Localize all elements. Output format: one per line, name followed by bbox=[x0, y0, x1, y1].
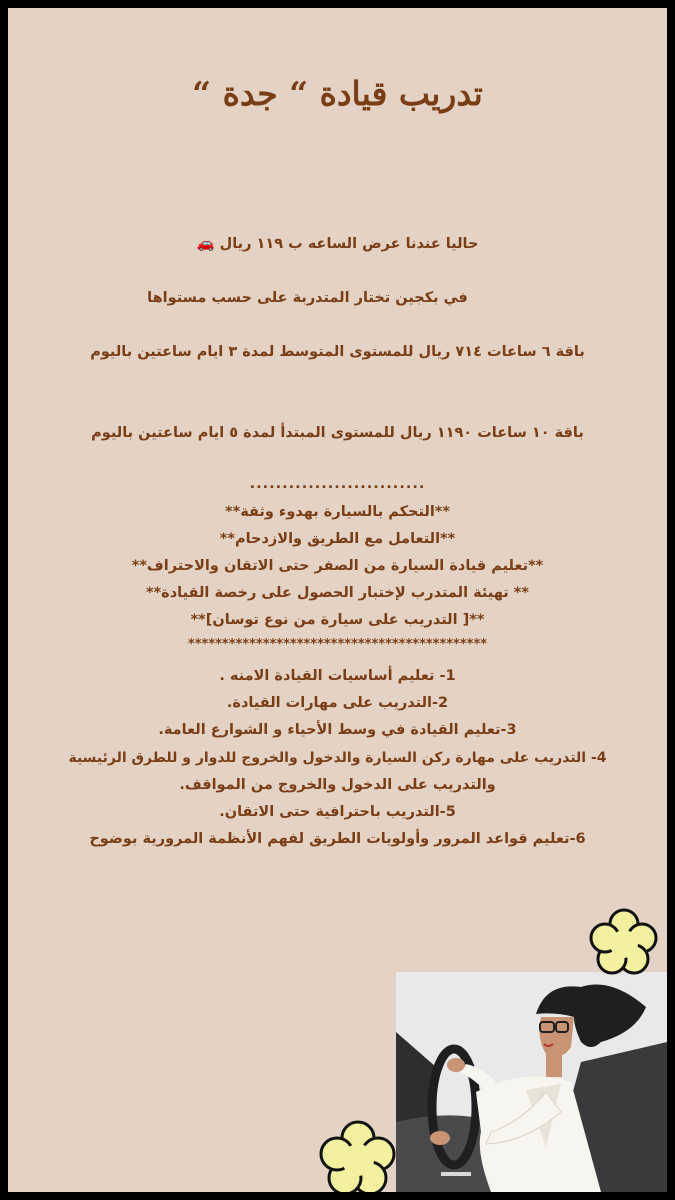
step-6: 6-تعليم قواعد المرور وأولويات الطريق لفهم الأنظمة المرورية بوضوح bbox=[89, 831, 586, 847]
dots-divider: ........................... bbox=[249, 476, 426, 492]
intro-text: في بكجين تختار المتدربة على حسب مستواها bbox=[147, 290, 468, 306]
step-5: 5-التدريب باحترافية حتى الاتقان. bbox=[219, 804, 456, 820]
feature-4: ** تهيئة المتدرب لإختبار الحصول على رخصة القيادة** bbox=[146, 585, 529, 601]
step-2: 2-التدريب على مهارات القيادة. bbox=[226, 695, 449, 711]
package-1: باقة ٦ ساعات ٧١٤ ريال للمستوى المتوسط لمدة ٣ ايام ساعتين باليوم bbox=[90, 344, 585, 360]
step-4: 4- التدريب على مهارة ركن السيارة والدخول والخروج للدوار و للطرق الرئيسية bbox=[68, 750, 607, 766]
feature-3: **تعليم قيادة السيارة من الصفر حتى الاتقان والاحتراف** bbox=[131, 558, 544, 574]
feature-5: **[ التدريب على سيارة من نوع توسان]** bbox=[190, 612, 485, 628]
flower-icon bbox=[588, 906, 660, 978]
flyer-card bbox=[8, 8, 667, 1192]
page-title: تدريب قيادة “ جدة “ bbox=[192, 74, 483, 113]
step-3: 3-تعليم القيادة في وسط الأحياء و الشوارع العامة. bbox=[158, 722, 517, 738]
offer-text: حاليا عندنا عرض الساعه ب ١١٩ ريال 🚗 bbox=[196, 236, 479, 252]
package-2: باقة ١٠ ساعات ١١٩٠ ريال للمستوى المبتدأ لمدة ٥ ايام ساعتين باليوم bbox=[91, 425, 584, 441]
woman-driving-illustration bbox=[396, 972, 667, 1192]
flower-icon-bottom bbox=[318, 1118, 398, 1192]
feature-1: **التحكم بالسيارة بهدوء وثقة** bbox=[225, 504, 450, 520]
step-4-continued: والتدريب على الدخول والخروج من المواقف. bbox=[179, 777, 496, 793]
stars-divider: ******************************************** bbox=[187, 637, 488, 652]
feature-2: **التعامل مع الطريق والازدحام** bbox=[219, 531, 456, 547]
step-1: 1- تعليم أساسيات القيادة الامنه . bbox=[219, 668, 456, 684]
